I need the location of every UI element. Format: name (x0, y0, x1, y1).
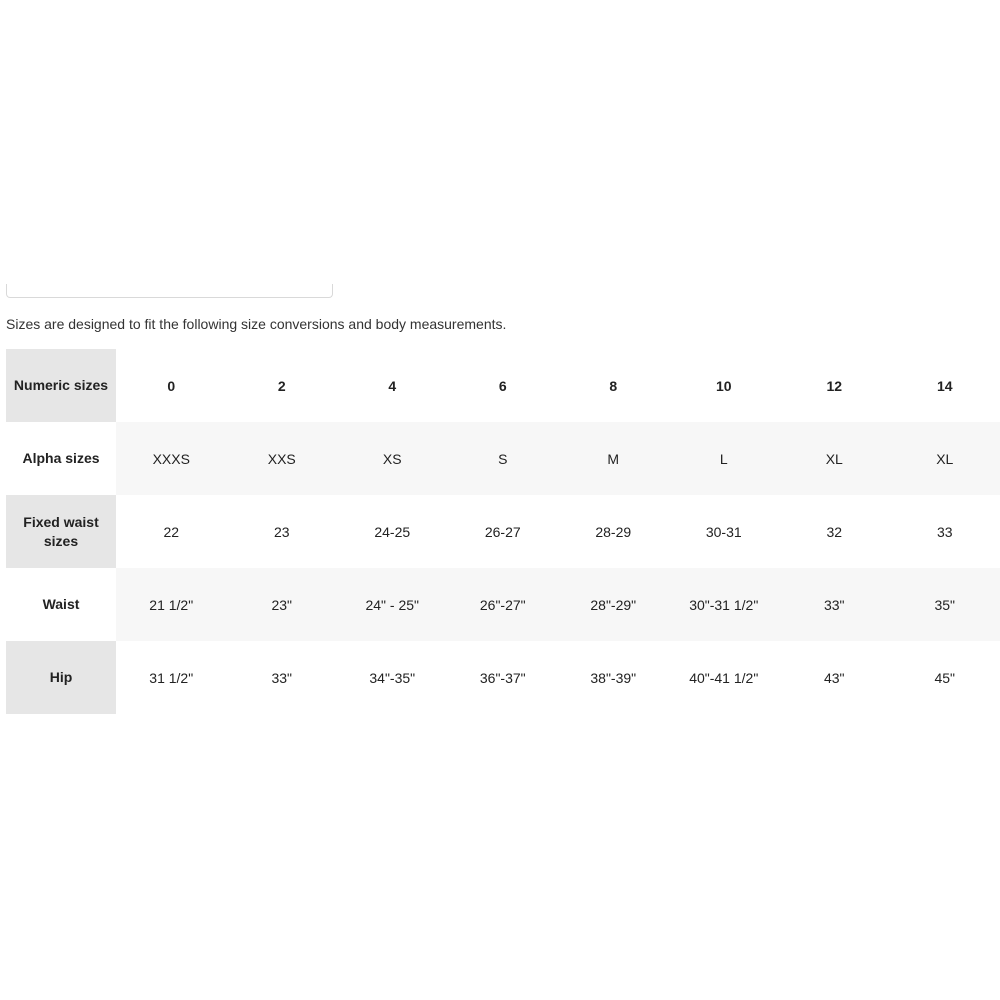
row-header: Alpha sizes (6, 422, 116, 495)
table-cell: XL (779, 422, 890, 495)
table-cell: 12 (779, 349, 890, 422)
table-cell: 31 1/2" (116, 641, 227, 714)
table-cell: 33" (227, 641, 338, 714)
table-cell: M (558, 422, 669, 495)
row-header: Waist (6, 568, 116, 641)
table-cell: 36"-37" (448, 641, 559, 714)
row-header: Numeric sizes (6, 349, 116, 422)
table-cell: 23" (227, 568, 338, 641)
table-cell: 35" (890, 568, 1000, 641)
table-cell: 28-29 (558, 495, 669, 568)
table-cell: 40"-41 1/2" (669, 641, 780, 714)
table-cell: 8 (558, 349, 669, 422)
table-cell: 32 (779, 495, 890, 568)
table-cell: 24-25 (337, 495, 448, 568)
table-cell: 30-31 (669, 495, 780, 568)
table-cell: 24" - 25" (337, 568, 448, 641)
table-cell: 26-27 (448, 495, 559, 568)
table-cell: 23 (227, 495, 338, 568)
table-row-hip (6, 641, 1000, 714)
table-cell: 26"-27" (448, 568, 559, 641)
table-cell: 10 (669, 349, 780, 422)
table-row-fixed-waist-sizes (6, 495, 1000, 568)
table-cell: 30"-31 1/2" (669, 568, 780, 641)
size-guide-intro: Sizes are designed to fit the following size conversions and body measurements. (6, 316, 507, 332)
table-cell: 33 (890, 495, 1000, 568)
table-cell: 38"-39" (558, 641, 669, 714)
row-header: Hip (6, 641, 116, 714)
table-row-waist (6, 568, 1000, 641)
table-cell: 34"-35" (337, 641, 448, 714)
table-cell: 43" (779, 641, 890, 714)
table-cell: XL (890, 422, 1000, 495)
table-cell: XS (337, 422, 448, 495)
table-cell: 14 (890, 349, 1000, 422)
table-cell: S (448, 422, 559, 495)
table-cell: L (669, 422, 780, 495)
table-row-numeric-sizes (6, 349, 1000, 422)
table-row-alpha-sizes (6, 422, 1000, 495)
table-cell: 33" (779, 568, 890, 641)
table-cell: 4 (337, 349, 448, 422)
table-cell: 2 (227, 349, 338, 422)
table-cell: XXXS (116, 422, 227, 495)
table-cell: 21 1/2" (116, 568, 227, 641)
table-cell: 28"-29" (558, 568, 669, 641)
row-header: Fixed waist sizes (6, 495, 116, 568)
size-chart-table (6, 349, 1000, 714)
table-cell: 6 (448, 349, 559, 422)
table-cell: 22 (116, 495, 227, 568)
table-cell: XXS (227, 422, 338, 495)
table-cell: 0 (116, 349, 227, 422)
size-selector-dropdown[interactable] (6, 284, 333, 298)
table-cell: 45" (890, 641, 1000, 714)
